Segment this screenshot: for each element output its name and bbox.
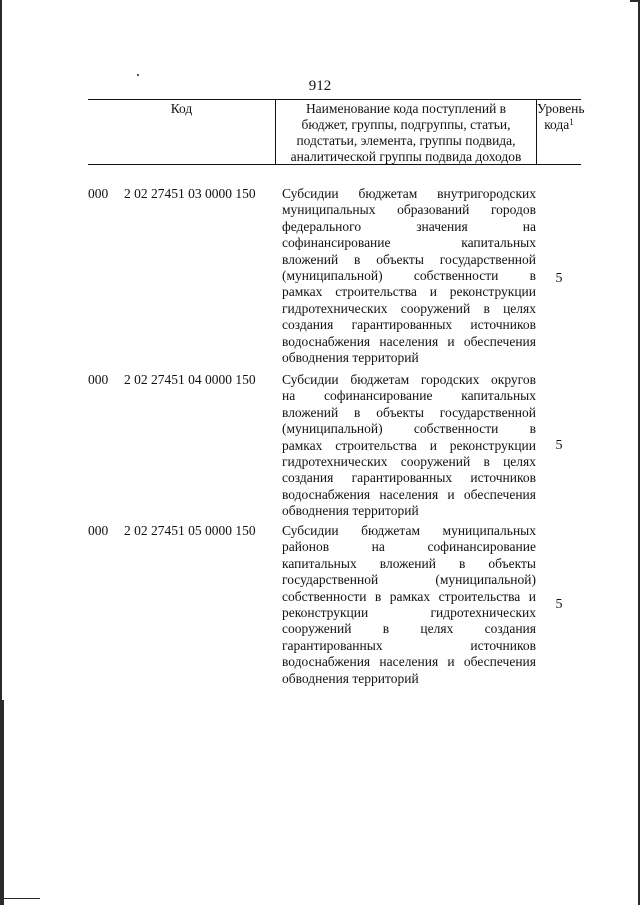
budget-code: 2 02 27451 05 0000 150 [124,523,256,538]
description-line: обводнения территорий [282,349,419,365]
code-level: 5 [555,438,563,453]
row-description [282,523,536,687]
description-line: рамках строительства и реконструкции [282,284,536,300]
description-line: капитальных вложений в объекты [282,555,536,571]
header-name [275,100,537,164]
description-line: государственной (муниципальной) [282,572,536,588]
description-line: обводнения территорий [282,503,419,519]
admin-code: 000 [88,523,109,538]
header-level-kod: кода [544,117,570,132]
description-line: Субсидии бюджетам внутригородских [282,186,536,201]
description-line: Субсидии бюджетам муниципальных [282,523,536,538]
code-level: 5 [555,271,563,286]
scan-speck [137,74,139,76]
header-level [537,100,585,164]
description-line: (муниципальной) собственности в [282,421,536,437]
description-line: рамках строительства и реконструкции [282,437,536,453]
header-name-line: аналитической группы подвида доходов [290,149,522,164]
row-description [282,372,536,520]
admin-code: 000 [88,186,109,201]
description-line: Субсидии бюджетам городских округов [282,372,536,387]
description-line: собственности в рамках строительства и [282,588,536,604]
header-name-line: Наименование кода поступлений в [305,101,507,116]
description-line: гарантированных источников [282,637,536,653]
description-line: обводнения территорий [282,670,419,686]
header-code-label: Код [170,101,193,116]
description-line: районов на софинансирование [282,539,536,555]
description-line: сооружений в целях создания [282,621,536,637]
scan-edge-left-lower [0,700,4,905]
header-level-line [537,117,581,133]
page-number: 912 [308,78,332,94]
description-line: (муниципальной) собственности в [282,267,536,283]
description-line: водоснабжения населения и обеспечения [282,486,536,502]
description-line: софинансирование капитальных [282,235,536,251]
header-name-line: подстатьи, элемента, группы подвида, [296,133,516,148]
budget-code: 2 02 27451 03 0000 150 [124,186,256,201]
description-line: создания гарантированных источников [282,470,536,486]
code-level: 5 [555,597,563,612]
description-line: гидротехнических сооружений в целях [282,300,536,316]
budget-code: 2 02 27451 04 0000 150 [124,372,256,387]
description-line: создания гарантированных источников [282,317,536,333]
table-row [88,186,581,368]
row-description [282,186,536,366]
admin-code: 000 [88,372,109,387]
header-level-line: Уровень [537,101,585,116]
description-line: федерального значения на [282,218,536,234]
description-line: вложений в объекты государственной [282,251,536,267]
table-row [88,372,581,522]
description-line: водоснабжения населения и обеспечения [282,654,536,670]
table-row [88,523,581,691]
description-line: реконструкции гидротехнических [282,604,536,620]
scan-edge-bottom [0,898,40,899]
description-line: муниципальных образований городов [282,202,536,218]
scan-edge-top [630,0,640,2]
footnote-marker: 1 [569,117,574,127]
header-code [88,100,275,164]
description-line: на софинансирование капитальных [282,388,536,404]
table-header [88,99,585,165]
description-line: вложений в объекты государственной [282,404,536,420]
description-line: гидротехнических сооружений в целях [282,453,536,469]
description-line: водоснабжения населения и обеспечения [282,333,536,349]
header-name-line: бюджет, группы, подгруппы, статьи, [301,117,511,132]
